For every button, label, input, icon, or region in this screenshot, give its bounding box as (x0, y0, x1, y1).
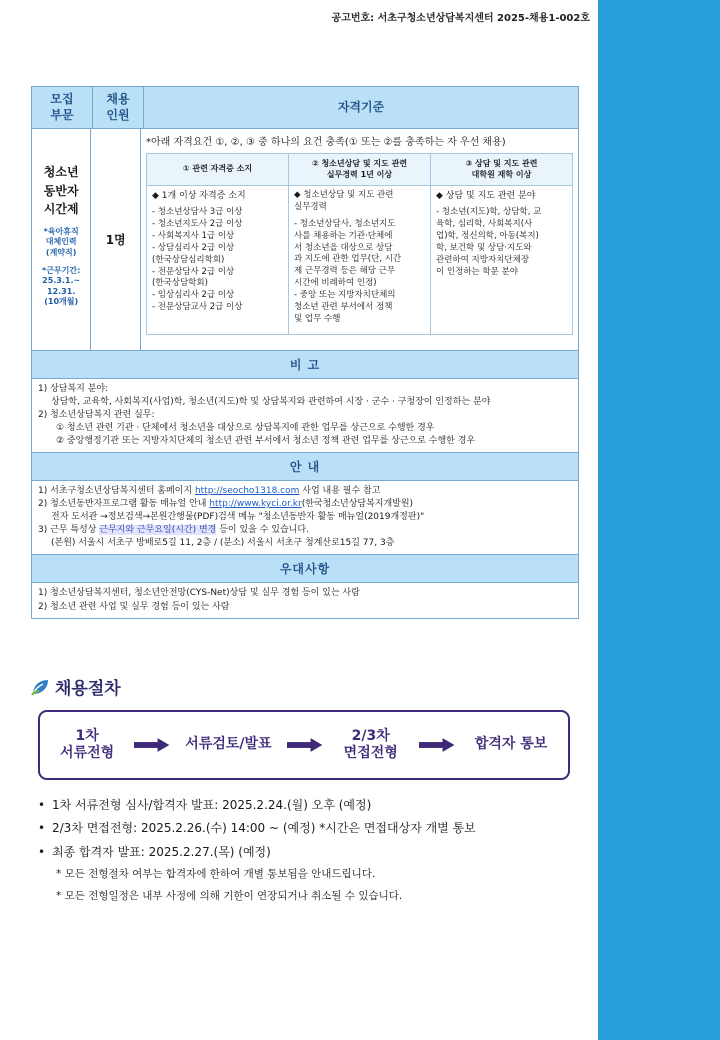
homepage-link[interactable]: http://seocho1318.com (194, 486, 300, 497)
subcol-experience (289, 186, 431, 334)
step-document-review: 서류검토/발표 (185, 736, 272, 753)
guide-text: 사업 내용 필수 참고 (299, 486, 381, 497)
guide-title: 안 내 (32, 453, 578, 481)
procedure-title: 채용절차 (55, 679, 121, 699)
part-note-contract: *육아휴직 대체인력 (계약직) (43, 226, 79, 257)
guide-body (32, 481, 578, 555)
guide-text: 3) 근무 특성상 (38, 525, 100, 536)
remarks-body (32, 379, 578, 453)
guide-text: 등이 있을 수 있습니다. (216, 525, 309, 536)
subcol-details: - 청소년상담사 3급 이상 - 청소년지도사 2급 이상 - 사회복지사 1급 이상 - 상담심리사 2급 이상 (한국상담심리학회) - 전문상담사 2급 이상 (한국상담학회) - 임상심리사 2급 이상 - 전문상담교사 2급 이상 (152, 207, 243, 313)
preference-body (32, 583, 578, 617)
remarks-line: 1) 상담복지 분야: (38, 384, 109, 394)
side-color-band (598, 0, 720, 1040)
subcol-certificate (147, 186, 289, 334)
header-recruit-field: 모집 부문 (32, 87, 93, 128)
remarks-line: 상담학, 교육학, 사회복지(사업)학, 청소년(지도)학 및 상담복지와 관련하여 시장 · 군수 · 구청장이 인정하는 분야 (51, 397, 491, 408)
subtable-header (147, 154, 572, 186)
header-qualification: 자격기준 (337, 99, 385, 114)
notice-number: 공고번호: 서초구청소년상담복지센터 2025-채용1-002호 (331, 13, 590, 24)
subcol-graduate (431, 186, 572, 334)
guide-line-2 (38, 498, 572, 511)
schedule-text: 최종 합격자 발표: 2025.2.27.(목) (예정) (52, 844, 271, 859)
leaf-icon (30, 677, 50, 697)
remarks-line: ② 중앙행정기관 또는 지방자치단체의 청소년 관련 부서에서 청소년 정책 관련 업무를 상근으로 수행한 경우 (56, 436, 476, 447)
schedule-note: * 모든 전형일정은 내부 사정에 의해 기한이 연장되거나 취소될 수 있습니다. (56, 889, 403, 902)
bullet-icon: • (38, 798, 46, 812)
schedule-text: 2/3차 면접전형: 2025.2.26.(수) 14:00 ~ (예정) *시간은 면접대상자 개별 통보 (52, 821, 476, 836)
schedule-list (38, 794, 578, 907)
procedure-heading (30, 674, 121, 699)
qualification-cell (141, 129, 578, 350)
part-name: 청소년 동반자 시간제 (43, 165, 79, 217)
schedule-item (38, 794, 578, 817)
subheader-experience: ② 청소년상담 및 지도 관련 실무경력 1년 이상 (289, 154, 431, 185)
subcol-title: ◆ 청소년상담 및 지도 관련 실무경력 (294, 190, 394, 212)
subcol-details: - 청소년(지도)학, 상담학, 교 육학, 심리학, 사회복지(사 업)학, 정신의학, 아동(복지) 학, 보건학 및 상담·지도와 관련하여 지방자치단체장 이 인정하는 학문 분야 (436, 207, 542, 277)
qualification-subtable (146, 153, 573, 335)
guide-line-2b: 전자 도서관 →정보검색→본원간행물(PDF)검색 메뉴 "청소년동반자 활동 매뉴얼(2019개정판)" (51, 512, 425, 523)
bullet-icon: • (38, 844, 46, 859)
step-final-notice: 합격자 통보 (474, 736, 548, 753)
guide-line-1 (38, 485, 572, 498)
subheader-graduate: ③ 상담 및 지도 관련 대학원 재학 이상 (465, 159, 538, 179)
procedure-flow (38, 710, 570, 780)
guide-highlight: 근무지와 근무요일(시간) 변경 (99, 525, 217, 536)
subcol-title: ◆ 상담 및 지도 관련 분야 (436, 191, 536, 201)
remarks-line: 2) 청소년상담복지 관련 실무: (38, 410, 155, 421)
remarks-line: ① 청소년 관련 기관 · 단체에서 청소년을 대상으로 상담복지에 관한 업무를 상근으로 수행한 경우 (56, 423, 435, 434)
subcol-details: - 청소년상담사, 청소년지도 사를 채용하는 기관·단체에 서 청소년을 대상으로 상담 과 지도에 관한 업무(단, 시간 제 근무경력 등은 해당 근무 시간에 비례하여 인정) - 중앙 또는 지방자치단체의 청소년 관련 부서에서 정책 및 업무 수행 (294, 218, 402, 324)
part-note-period: *근무기간: 25.3.1.~ 12.31. (10개월) (42, 265, 81, 307)
headcount-cell: 1명 (91, 129, 141, 350)
step-document-screening: 1차 서류전형 (60, 727, 115, 761)
guide-text: 2) 청소년동반자프로그램 활동 매뉴얼 안내 (38, 499, 210, 510)
schedule-item (38, 841, 578, 864)
preference-line: 1) 청소년상담복지센터, 청소년안전망(CYS-Net)상담 및 실무 경험 등이 있는 사람 (38, 588, 360, 599)
qualification-intro: *아래 자격요건 ①, ②, ③ 중 하나의 요건 충족(① 또는 ②를 충족하는 자 우선 채용) (146, 137, 506, 148)
table-body-row (32, 129, 578, 351)
remarks-title: 비 고 (32, 351, 578, 379)
subcol-title: ◆ 1개 이상 자격증 소지 (152, 191, 246, 201)
step-interview: 2/3차 면접전형 (343, 727, 398, 761)
preference-title: 우대사항 (32, 555, 578, 583)
guide-text: 1) 서초구청소년상담복지센터 홈페이지 (38, 486, 195, 497)
requirements-table (31, 86, 579, 619)
guide-line-3b: (본원) 서울시 서초구 방배로5길 11, 2층 / (분소) 서울시 서초구 청계산로15길 77, 3층 (51, 538, 395, 549)
bullet-icon: • (38, 821, 46, 836)
arrow-right-icon (287, 738, 322, 752)
subheader-certificate: ① 관련 자격증 소지 (147, 154, 289, 185)
guide-line-3 (38, 524, 572, 537)
schedule-item (38, 817, 578, 840)
subtable-body (147, 186, 572, 334)
arrow-right-icon (134, 738, 169, 752)
recruit-field-cell (32, 129, 91, 350)
arrow-right-icon (419, 738, 454, 752)
kyci-link[interactable]: http://www.kyci.or.kr (209, 499, 302, 510)
header-headcount: 채용 인원 (93, 87, 144, 128)
guide-text: (한국청소년상담복지개발원) (301, 499, 414, 510)
schedule-text: 1차 서류전형 심사/합격자 발표: 2025.2.24.(월) 오후 (예정) (52, 798, 372, 812)
preference-line: 2) 청소년 관련 사업 및 실무 경험 등이 있는 사람 (38, 601, 230, 612)
schedule-note: * 모든 전형절차 여부는 합격자에 한하여 개별 통보됨을 안내드립니다. (56, 868, 376, 881)
table-header-row (32, 87, 578, 129)
